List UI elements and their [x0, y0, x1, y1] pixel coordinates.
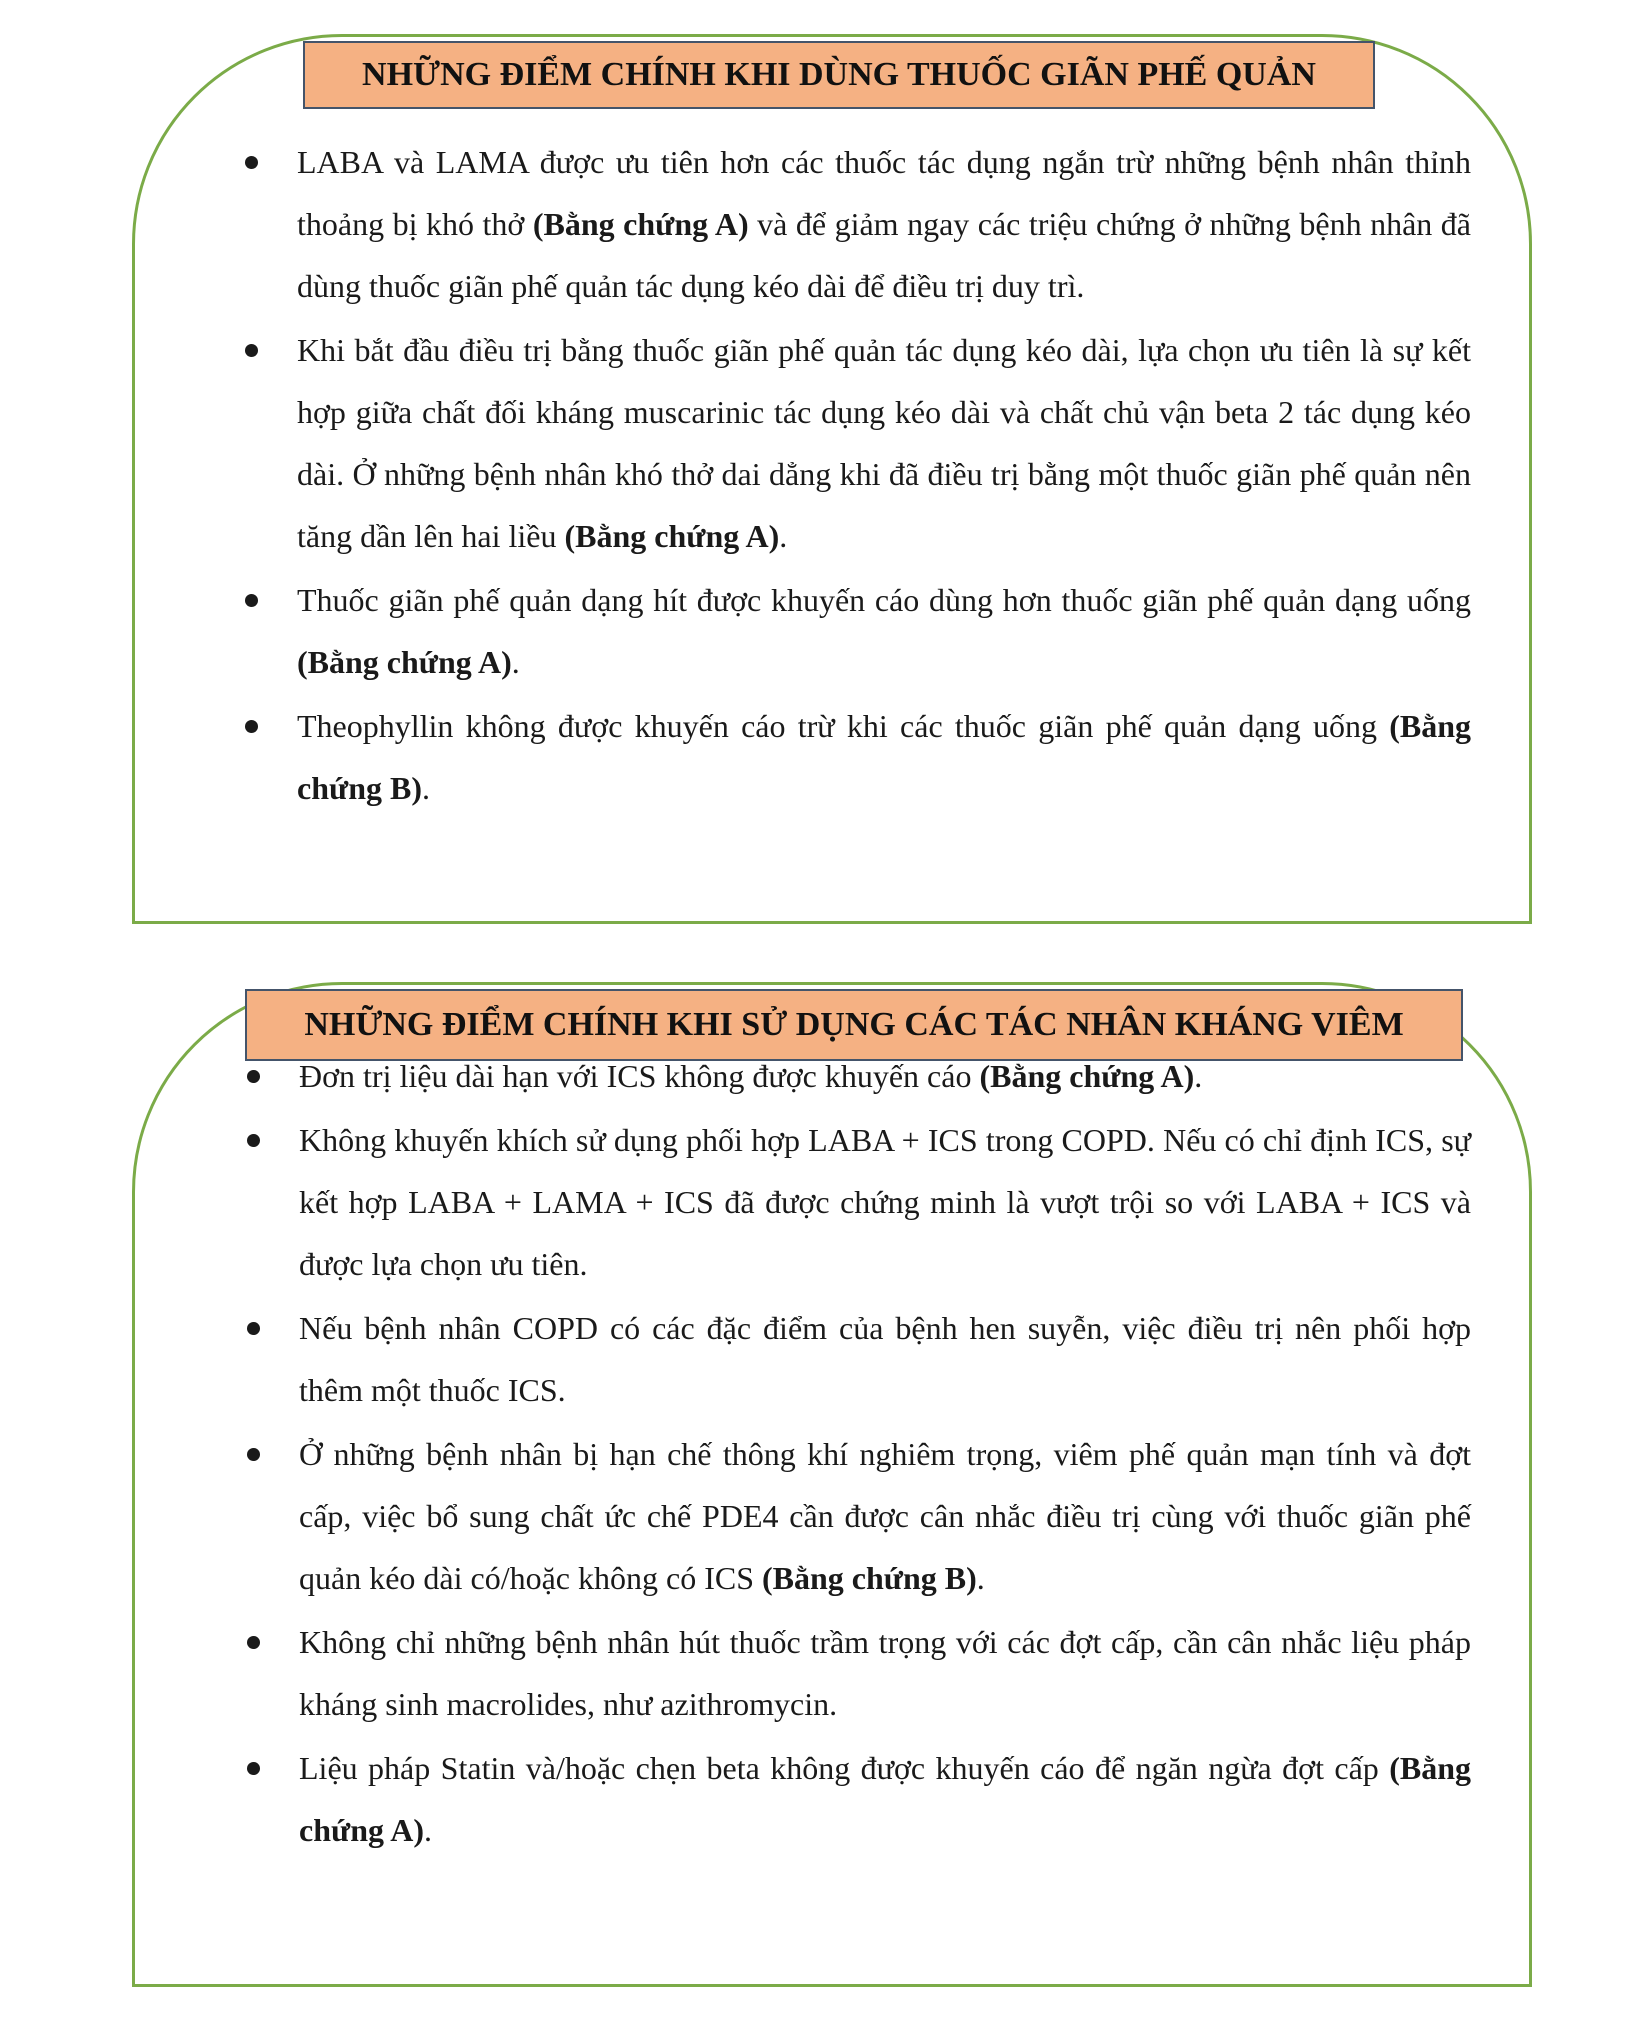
bronchodilator-points-list [245, 131, 1471, 821]
list-item [247, 1045, 1471, 1107]
list-item [247, 1737, 1471, 1861]
bullet-icon [247, 1070, 260, 1083]
bullet-icon [247, 1636, 260, 1649]
item-text: Nếu bệnh nhân COPD có các đặc điểm của bệnh hen suyễn, việc điều trị nên phối hợp thêm một thuốc ICS. [299, 1310, 1471, 1408]
item-tail: . [422, 770, 430, 806]
item-tail: . [424, 1812, 432, 1848]
item-tail: . [511, 644, 520, 680]
bullet-icon [245, 156, 258, 169]
anti-inflammatory-points-list [247, 1045, 1471, 1863]
evidence-label: (Bằng chứng A) [564, 518, 780, 554]
bullet-icon [245, 344, 258, 357]
list-item [247, 1423, 1471, 1609]
list-item [247, 1611, 1471, 1735]
list-item [247, 1109, 1471, 1295]
item-text: Khi bắt đầu điều trị bằng thuốc giãn phế quản tác dụng kéo dài, lựa chọn ưu tiên là sự kết hợp giữa chất đối kháng muscarinic tác dụng kéo dài và chất chủ vận beta 2 tác dụng kéo dài. Ở những bệnh nhân khó thở dai dẳng khi đã điều trị bằng một thuốc giãn phế quản nên tăng dần lên hai liều [297, 332, 1471, 554]
item-text: Thuốc giãn phế quản dạng hít được khuyến cáo dùng hơn thuốc giãn phế quản dạng uống [297, 582, 1471, 618]
section-title-bronchodilators: NHỮNG ĐIỂM CHÍNH KHI DÙNG THUỐC GIÃN PHẾ QUẢN [303, 41, 1375, 109]
item-tail: . [779, 518, 788, 554]
bullet-icon [247, 1448, 260, 1461]
list-item [245, 131, 1471, 317]
item-text: Ở những bệnh nhân bị hạn chế thông khí nghiêm trọng, viêm phế quản mạn tính và đợt cấp, việc bổ sung chất ức chế PDE4 cần được cân nhắc điều trị cùng với thuốc giãn phế quản kéo dài có/hoặc không có ICS [299, 1436, 1471, 1596]
list-item [245, 319, 1471, 567]
bullet-icon [247, 1762, 260, 1775]
section-title-anti-inflammatory: NHỮNG ĐIỂM CHÍNH KHI SỬ DỤNG CÁC TÁC NHÂN KHÁNG VIÊM [245, 989, 1463, 1061]
bullet-icon [247, 1322, 260, 1335]
list-item [245, 695, 1471, 819]
evidence-label: (Bằng chứng B) [762, 1560, 977, 1596]
key-points-bronchodilators-box [132, 34, 1532, 924]
item-text: Liệu pháp Statin và/hoặc chẹn beta không được khuyến cáo để ngăn ngừa đợt cấp [299, 1750, 1390, 1786]
item-tail: . [1194, 1058, 1203, 1094]
item-text: Không khuyến khích sử dụng phối hợp LABA + ICS trong COPD. Nếu có chỉ định ICS, sự kết hợp LABA + LAMA + ICS đã được chứng minh là vượt trội so với LABA + ICS và được lựa chọn ưu tiên. [299, 1122, 1471, 1282]
list-item [247, 1297, 1471, 1421]
evidence-label: (Bằng chứng A) [297, 644, 512, 680]
item-text: LABA và LAMA được ưu tiên hơn các thuốc tác dụng ngắn trừ những bệnh nhân thỉnh thoảng bị khó thở [297, 144, 1471, 242]
bullet-icon [245, 720, 258, 733]
item-tail: . [976, 1560, 985, 1596]
evidence-label: (Bằng chứng A) [532, 206, 749, 242]
evidence-label: (Bằng chứng A) [979, 1058, 1195, 1094]
evidence-label: (Bằng chứng B) [297, 708, 1471, 806]
key-points-anti-inflammatory-box [132, 982, 1532, 1987]
bullet-icon [247, 1134, 260, 1147]
item-tail: và để giảm ngay các triệu chứng ở những bệnh nhân đã dùng thuốc giãn phế quản tác dụng kéo dài để điều trị duy trì. [297, 206, 1471, 304]
item-text: Đơn trị liệu dài hạn với ICS không được khuyến cáo [299, 1058, 980, 1094]
list-item [245, 569, 1471, 693]
evidence-label: (Bằng chứng A) [299, 1750, 1471, 1848]
bullet-icon [245, 594, 258, 607]
item-text: Không chỉ những bệnh nhân hút thuốc trầm trọng với các đợt cấp, cần cân nhắc liệu pháp kháng sinh macrolides, như azithromycin. [299, 1624, 1471, 1722]
item-text: Theophyllin không được khuyến cáo trừ khi các thuốc giãn phế quản dạng uống [297, 708, 1390, 744]
